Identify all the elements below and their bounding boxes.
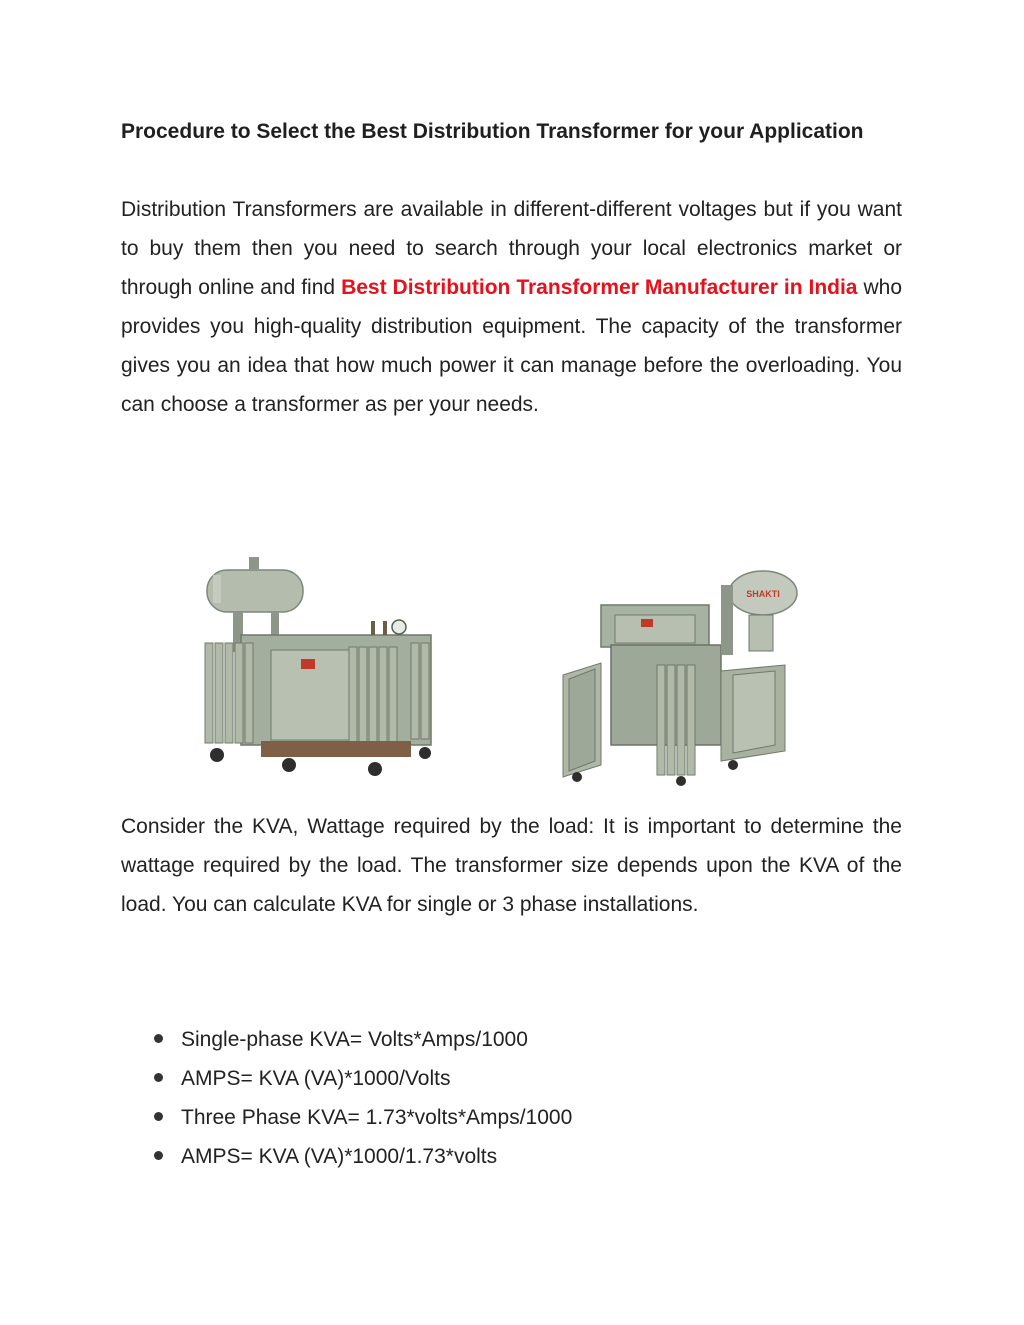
transformer-right — [563, 571, 797, 786]
formula-text: AMPS= KVA (VA)*1000/1.73*volts — [181, 1145, 498, 1168]
list-item — [154, 1059, 572, 1098]
list-item — [154, 1098, 572, 1137]
bullet-icon — [154, 1073, 163, 1082]
document-page — [121, 112, 902, 1168]
bullet-icon — [154, 1151, 163, 1160]
list-item — [154, 1137, 572, 1176]
intro-text-after: who provides you high-quality distribution equipment. The capacity of the transformer gives you an idea that how much power it can manage before the overloading. You can choose a transformer as per your needs. — [121, 276, 902, 416]
bullet-icon — [154, 1112, 163, 1121]
kva-paragraph: Consider the KVA, Wattage required by the load: It is important to determine the wattage required by the load. The transformer size depends upon the KVA of the load. You can calculate KVA for single or 3 phase installations. — [121, 815, 902, 916]
transformer-left — [205, 557, 431, 776]
intro-paragraph — [121, 190, 902, 424]
list-item — [154, 1020, 572, 1059]
transformer-illustration — [121, 555, 902, 787]
formula-list — [154, 1020, 572, 1176]
formula-text: Three Phase KVA= 1.73*volts*Amps/1000 — [181, 1106, 573, 1129]
formula-text: Single-phase KVA= Volts*Amps/1000 — [181, 1028, 528, 1051]
formula-text: AMPS= KVA (VA)*1000/Volts — [181, 1067, 451, 1090]
intro-text-before: Distribution Transformers are available in different-different voltages but if you want to buy them then you need to search through your local electronics market or through online and find — [121, 198, 902, 299]
transformer-photos — [121, 555, 902, 787]
brand-plate-text: SHAKTI — [746, 589, 780, 599]
document-title: Procedure to Select the Best Distribution Transformer for your Application — [121, 120, 864, 143]
manufacturer-link[interactable]: Best Distribution Transformer Manufacturer in India — [341, 276, 858, 299]
bullet-icon — [154, 1034, 163, 1043]
